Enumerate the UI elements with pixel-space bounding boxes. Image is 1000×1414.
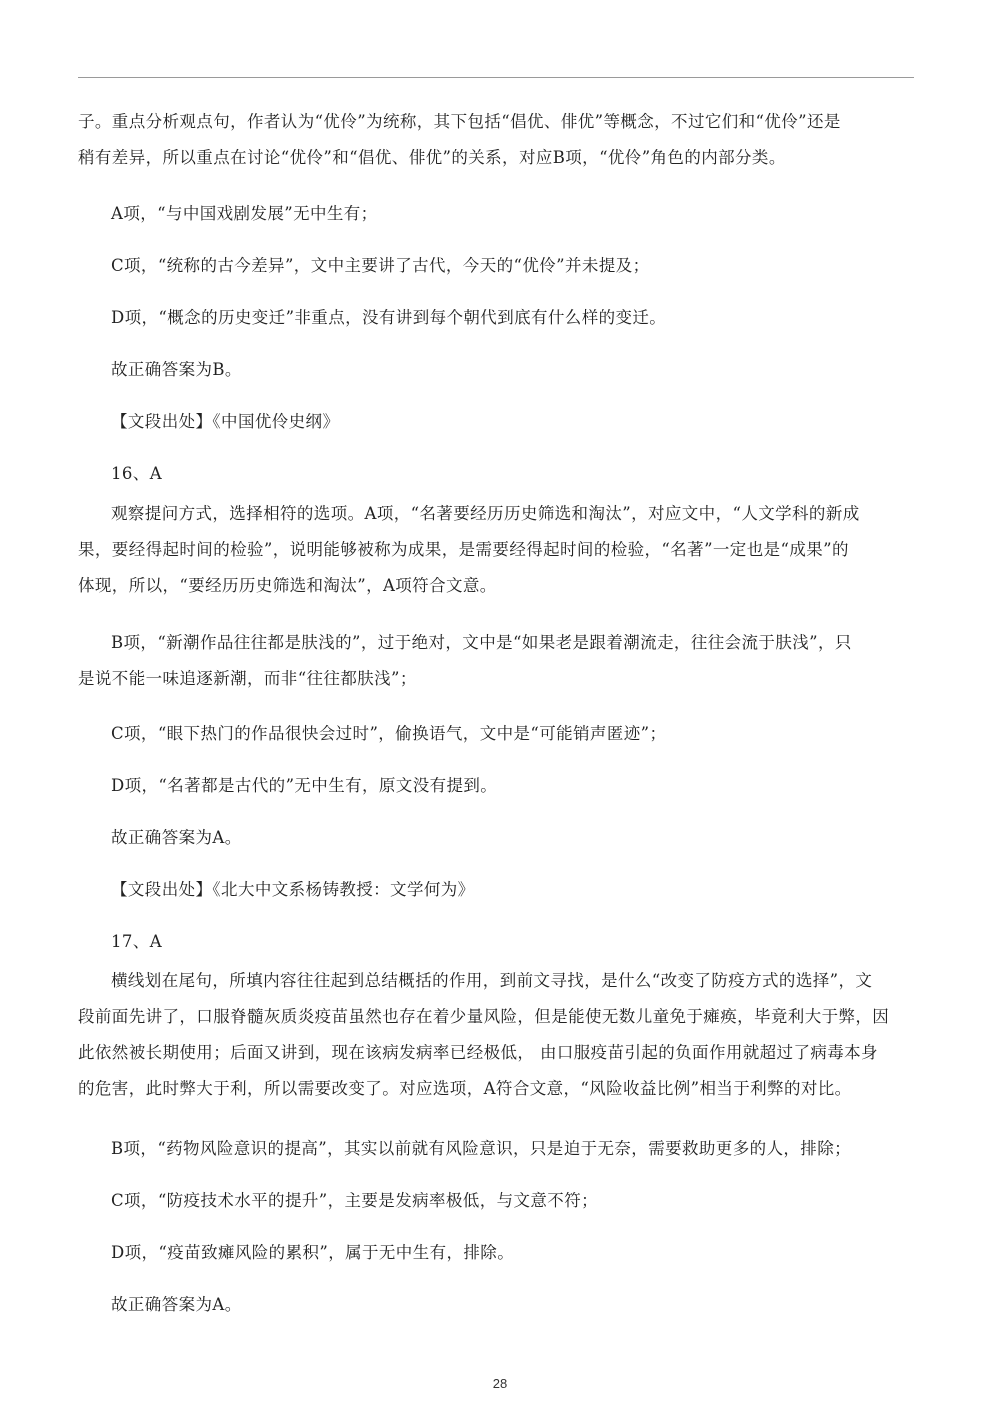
- paragraph: D项，“疫苗致瘫风险的累积”，属于无中生有，排除。: [111, 1243, 515, 1262]
- paragraph: B项，“新潮作品往往都是肤浅的”，过于绝对，文中是“如果老是跟着潮流走，往往会流于肤浅”，只 是说不能一味追逐新潮，而非“往往都肤浅”；: [78, 633, 852, 688]
- paragraph: 故正确答案为B。: [111, 360, 242, 379]
- source-citation: 【文段出处】《中国优伶史纲》: [111, 412, 340, 431]
- paragraph: 观察提问方式，选择相符的选项。A项，“名著要经历历史筛选和淘汰”，对应文中，“人文学科的新成 果，要经得起时间的检验”，说明能够被称为成果，是需要经得起时间的检验，“名著”一定也是“成果”的 体现，所以，“要经历历史筛选和淘汰”，A项符合文意。: [78, 504, 860, 595]
- paragraph: C项，“统称的古今差异”，文中主要讲了古代，今天的“优伶”并未提及；: [111, 256, 650, 275]
- paragraph: 故正确答案为A。: [111, 828, 242, 847]
- paragraph: C项，“防疫技术水平的提升”，主要是发病率极低，与文意不符；: [111, 1191, 598, 1210]
- paragraph: A项，“与中国戏剧发展”无中生有；: [111, 204, 378, 223]
- paragraph: 横线划在尾句，所填内容往往起到总结概括的作用，到前文寻找，是什么“改变了防疫方式的选择”，文 段前面先讲了，口服脊髓灰质炎疫苗虽然也存在着少量风险，但是能使无数儿童免于瘫痪，毕竟利大于弊，因 此依然被长期使用；后面又讲到，现在该病发病率已经极低， 由口服疫苗引起的负面作用就超过了病毒本身 的危害，此时弊大于利，所以需要改变了。对应选项，A符合文意，“风险收益比例”相当于利弊的对比。: [78, 971, 890, 1098]
- paragraph: C项，“眼下热门的作品很快会过时”，偷换语气，文中是“可能销声匿迹”；: [111, 724, 667, 743]
- source-citation: 【文段出处】《北大中文系杨铸教授：文学何为》: [111, 880, 475, 899]
- header-rule: [78, 77, 914, 78]
- paragraph: 故正确答案为A。: [111, 1295, 242, 1314]
- question-number: 17、A: [111, 932, 163, 951]
- paragraph: D项，“概念的历史变迁”非重点，没有讲到每个朝代到底有什么样的变迁。: [111, 308, 667, 327]
- paragraph: D项，“名著都是古代的”无中生有，原文没有提到。: [111, 776, 498, 795]
- paragraph: 子。重点分析观点句，作者认为“优伶”为统称，其下包括“倡优、俳优”等概念，不过它们和“优伶”还是 稍有差异，所以重点在讨论“优伶”和“倡优、俳优”的关系，对应B项，“优伶”角色的内部分类。: [78, 112, 841, 167]
- paragraph: B项，“药物风险意识的提高”，其实以前就有风险意识，只是迫于无奈，需要救助更多的人，排除；: [111, 1139, 851, 1158]
- question-number: 16、A: [111, 464, 163, 483]
- page-number: 28: [492, 1376, 508, 1391]
